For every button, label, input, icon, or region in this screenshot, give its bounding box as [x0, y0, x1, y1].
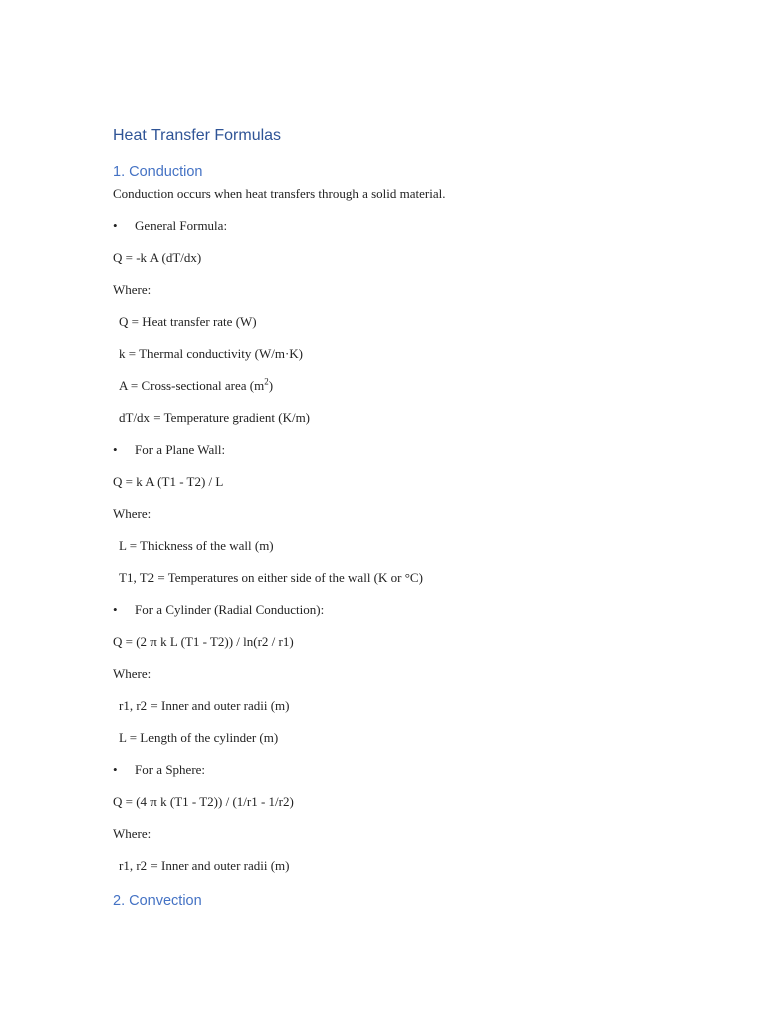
where-label: Where: [113, 282, 152, 297]
definition-a-text: A = Cross-sectional area (m [119, 378, 265, 393]
definition-a-close: ) [268, 378, 274, 393]
definition-t1-t2: T1, T2 = Temperatures on either side of the wall (K or °C) [119, 570, 423, 585]
where-label: Where: [113, 506, 152, 521]
area-exponent: 2 [264, 376, 269, 387]
bullet-glyph: • [113, 762, 118, 777]
definition-cylinder-length: L = Length of the cylinder (m) [119, 730, 279, 745]
conduction-intro: Conduction occurs when heat transfers through a solid material. [113, 186, 446, 201]
bullet-general-formula [113, 218, 513, 234]
where-label: Where: [113, 666, 152, 681]
formula-cylinder: Q = (2 π k L (T1 - T2)) / ln(r2 / r1) [113, 634, 294, 649]
section-heading-conduction: 1. Conduction [113, 164, 203, 180]
definition-k: k = Thermal conductivity (W/m·K) [119, 346, 303, 361]
bullet-glyph: • [113, 218, 118, 233]
formula-plane-wall: Q = k A (T1 - T2) / L [113, 474, 224, 489]
formula-general: Q = -k A (dT/dx) [113, 250, 202, 265]
bullet-cylinder [113, 602, 513, 618]
section-heading-convection: 2. Convection [113, 893, 202, 909]
bullet-sphere [113, 762, 513, 778]
bullet-glyph: • [113, 442, 118, 457]
definition-r1-r2: r1, r2 = Inner and outer radii (m) [119, 698, 290, 713]
bullet-plane-wall [113, 442, 513, 458]
where-label: Where: [113, 826, 152, 841]
bullet-label: For a Sphere: [135, 762, 206, 777]
bullet-glyph: • [113, 602, 118, 617]
document-title: Heat Transfer Formulas [113, 127, 282, 144]
definition-sphere-radii: r1, r2 = Inner and outer radii (m) [119, 858, 290, 873]
definition-q: Q = Heat transfer rate (W) [119, 314, 257, 329]
formula-sphere: Q = (4 π k (T1 - T2)) / (1/r1 - 1/r2) [113, 794, 294, 809]
bullet-label: For a Plane Wall: [135, 442, 226, 457]
definition-a [119, 378, 273, 394]
definition-l: L = Thickness of the wall (m) [119, 538, 274, 553]
bullet-label: General Formula: [135, 218, 228, 233]
definition-dtdx: dT/dx = Temperature gradient (K/m) [119, 410, 311, 425]
bullet-label: For a Cylinder (Radial Conduction): [135, 602, 325, 617]
